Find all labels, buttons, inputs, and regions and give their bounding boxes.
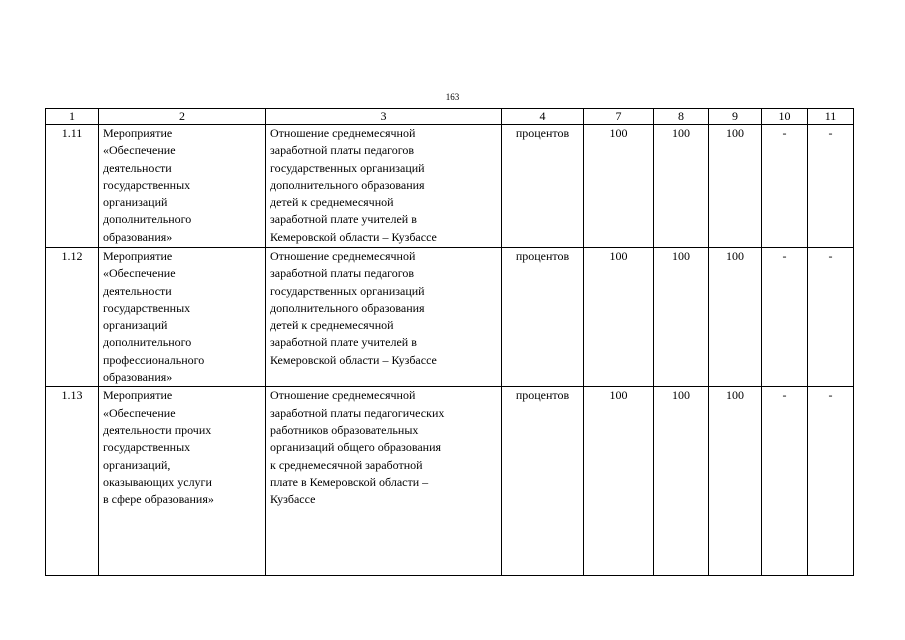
header-cell: 10	[762, 109, 808, 125]
value-cell-col9: 100	[709, 125, 762, 248]
unit-cell: процентов	[502, 248, 584, 387]
value-cell-col8: 100	[654, 248, 709, 387]
value-cell-col9: 100	[709, 248, 762, 387]
value-cell-col11: -	[808, 387, 854, 576]
value-cell-col9: 100	[709, 387, 762, 576]
row-number-cell: 1.11	[46, 125, 99, 248]
unit-cell: процентов	[502, 125, 584, 248]
measure-name-cell: Мероприятие «Обеспечение деятельности прочих государственных организаций, оказывающих услуги в сфере образования»	[99, 387, 266, 576]
header-cell: 4	[502, 109, 584, 125]
table-row	[46, 248, 854, 387]
measure-name-cell: Мероприятие «Обеспечение деятельности государственных организаций дополнительного образования»	[99, 125, 266, 248]
indicator-cell: Отношение среднемесячной заработной платы педагогических работников образовательных организаций общего образования к среднемесячной заработной плате в Кемеровской области – Кузбассе	[266, 387, 502, 576]
value-cell-col8: 100	[654, 125, 709, 248]
unit-cell: процентов	[502, 387, 584, 576]
value-cell-col11: -	[808, 125, 854, 248]
row-number-cell: 1.13	[46, 387, 99, 576]
header-cell: 11	[808, 109, 854, 125]
header-cell: 7	[584, 109, 654, 125]
indicator-cell: Отношение среднемесячной заработной платы педагогов государственных организаций дополнительного образования детей к среднемесячной заработной плате учителей в Кемеровской области – Кузбассе	[266, 125, 502, 248]
table-row	[46, 125, 854, 248]
indicators-table	[45, 108, 854, 576]
indicator-cell: Отношение среднемесячной заработной платы педагогов государственных организаций дополнительного образования детей к среднемесячной заработной плате учителей в Кемеровской области – Кузбассе	[266, 248, 502, 387]
row-number-cell: 1.12	[46, 248, 99, 387]
table-row	[46, 387, 854, 576]
value-cell-col11: -	[808, 248, 854, 387]
header-cell: 9	[709, 109, 762, 125]
value-cell-col10: -	[762, 387, 808, 576]
value-cell-col8: 100	[654, 387, 709, 576]
value-cell-col7: 100	[584, 387, 654, 576]
value-cell-col10: -	[762, 248, 808, 387]
value-cell-col7: 100	[584, 125, 654, 248]
page-number: 163	[445, 92, 460, 102]
header-cell: 2	[99, 109, 266, 125]
header-cell: 3	[266, 109, 502, 125]
table-header-row	[46, 109, 854, 125]
value-cell-col10: -	[762, 125, 808, 248]
header-cell: 1	[46, 109, 99, 125]
value-cell-col7: 100	[584, 248, 654, 387]
measure-name-cell: Мероприятие «Обеспечение деятельности государственных организаций дополнительного профессионального образования»	[99, 248, 266, 387]
header-cell: 8	[654, 109, 709, 125]
